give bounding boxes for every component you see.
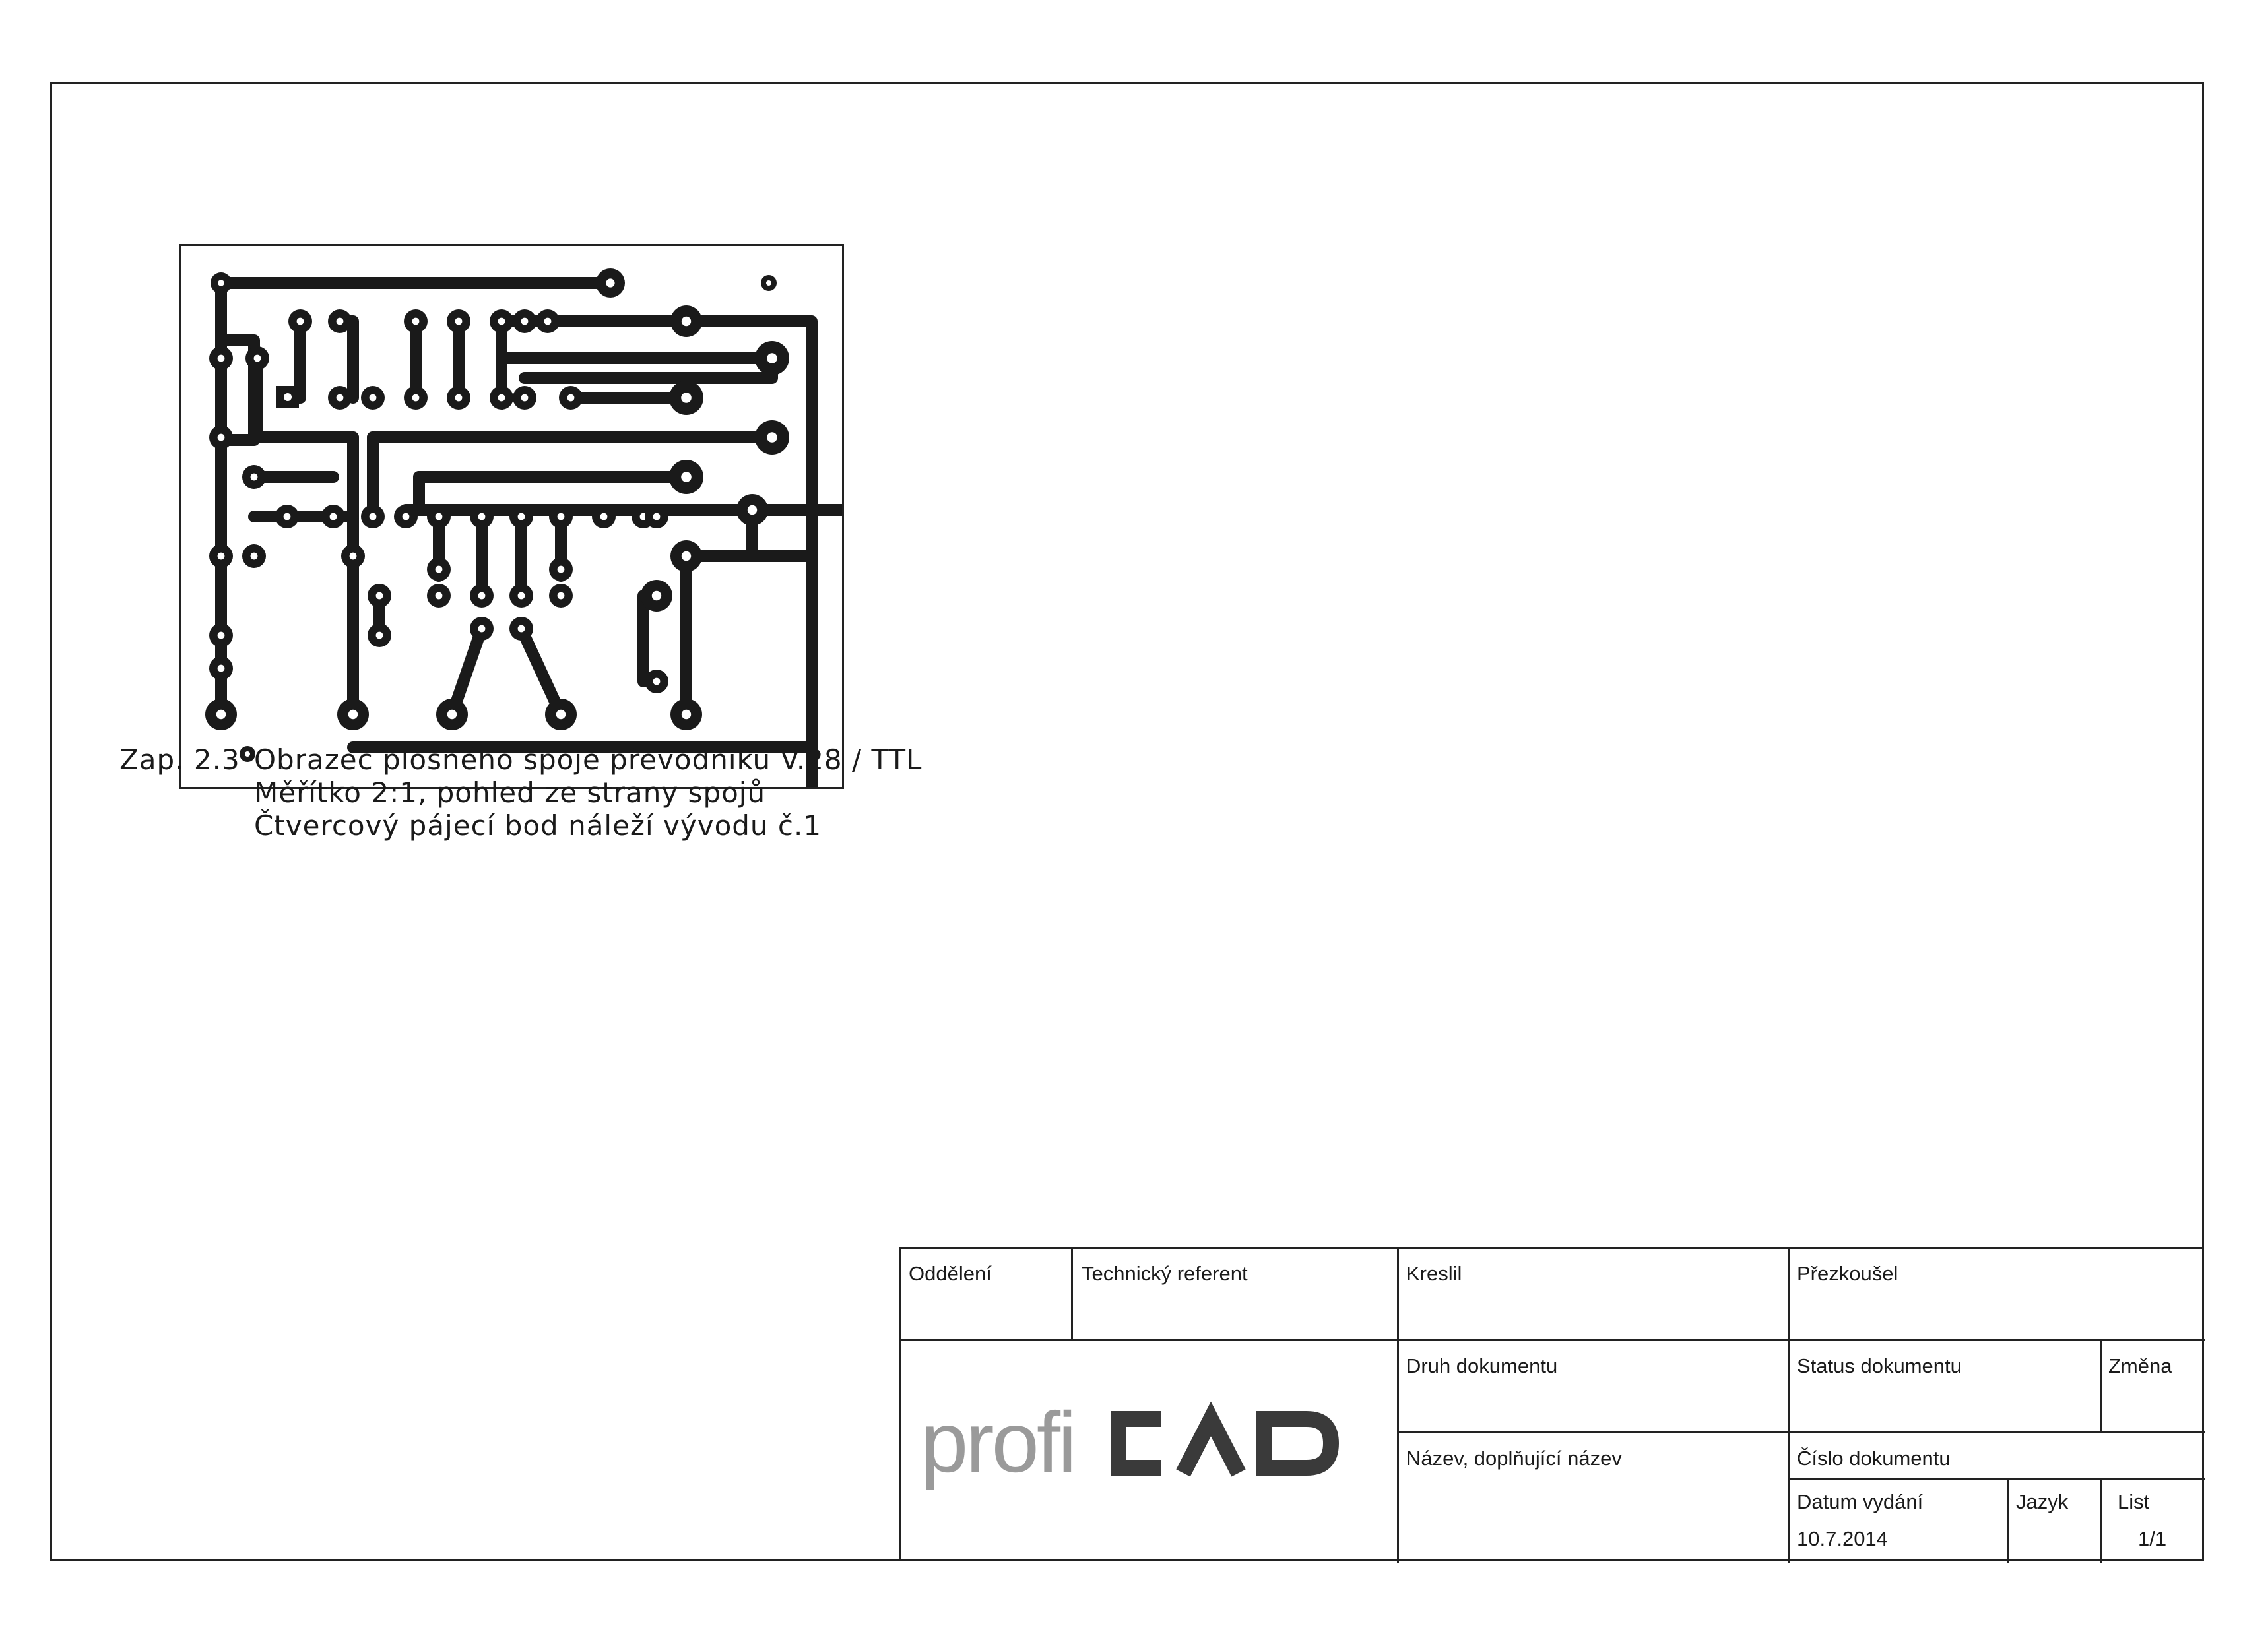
logo-profi: profi: [921, 1394, 1074, 1490]
pcb-pad-hole: [567, 394, 575, 402]
tech-referent-label: Technický referent: [1082, 1262, 1248, 1285]
caption-title: Obrazec plošného spoje převodníku V.28 / TTL: [254, 743, 923, 776]
pcb-pad-hole: [447, 710, 457, 719]
pcb-pad-hole: [478, 625, 486, 633]
department-label: Oddělení: [909, 1262, 992, 1285]
pcb-pad-hole: [606, 278, 614, 287]
drawn-by-label: Kreslil: [1406, 1262, 1462, 1285]
pcb-pad-hole: [436, 592, 443, 600]
caption-pad-note: Čtvercový pájecí bod náleží vývodu č.1: [254, 809, 822, 842]
pcb-pad-hole: [218, 632, 225, 639]
pcb-pad-hole: [558, 513, 565, 520]
pcb-pad-hole: [498, 394, 505, 402]
pcb-pattern-box: [179, 244, 844, 789]
pcb-pad-hole: [376, 592, 383, 600]
pcb-pad-hole: [284, 393, 292, 401]
pcb-pad-hole: [376, 632, 383, 639]
pcb-pad-hole: [455, 318, 463, 325]
pcb-pad-hole: [767, 432, 777, 443]
pcb-pad-hole: [518, 513, 525, 520]
pcb-pad-hole: [653, 678, 661, 685]
pcb-pad-hole: [337, 318, 344, 325]
pcb-trace: [353, 556, 812, 747]
pcb-pad-hole: [350, 553, 357, 560]
pcb-pad-hole: [245, 751, 250, 757]
pcb-pad-hole: [370, 394, 377, 402]
pcb-pad-hole: [254, 355, 261, 362]
pcb-pad-hole: [337, 394, 344, 402]
pcb-pad-hole: [218, 665, 225, 672]
change-label: Změna: [2108, 1354, 2172, 1377]
pcb-pad-hole: [251, 474, 258, 481]
doc-status-label: Status dokumentu: [1797, 1354, 1962, 1377]
pcb-pad-hole: [748, 505, 757, 515]
pcb-pad-hole: [218, 355, 225, 362]
pcb-pad-hole: [436, 566, 443, 573]
pcb-pad-hole: [498, 318, 505, 325]
pcb-pad-hole: [251, 553, 258, 560]
pcb-pad-hole: [216, 710, 226, 719]
issue-date-value: 10.7.2014: [1797, 1527, 1888, 1550]
pcb-pad-hole: [558, 566, 565, 573]
checked-by-label: Přezkoušel: [1797, 1262, 1898, 1285]
pcb-pad-hole: [600, 513, 608, 520]
pcb-pad-hole: [544, 318, 552, 325]
pcb-pad-hole: [455, 394, 463, 402]
pcb-pad-hole: [436, 513, 443, 520]
pcb-pad-hole: [681, 472, 692, 482]
pcb-pad-hole: [478, 513, 486, 520]
pcb-pad-hole: [412, 318, 420, 325]
sheet-value: 1/1: [2138, 1527, 2167, 1550]
pcb-pad-hole: [521, 318, 529, 325]
pcb-pad-hole: [556, 710, 566, 719]
pcb-pad-hole: [681, 393, 692, 403]
pcb-pad-hole: [521, 394, 529, 402]
pcb-pad-hole: [682, 317, 691, 326]
sheet-label: List: [2118, 1490, 2150, 1513]
pcb-pad-hole: [518, 592, 525, 600]
pcb-pad-hole: [330, 513, 337, 520]
pcb-pad-hole: [370, 513, 377, 520]
pcb-pad-hole: [767, 353, 777, 363]
pcb-pad-hole: [653, 513, 661, 520]
pcb-pad-hole: [682, 551, 691, 561]
caption-scale: Měřítko 2:1, pohled ze strany spojů: [254, 776, 766, 809]
pcb-pad-hole: [558, 592, 565, 600]
pcb-pad-hole: [284, 513, 291, 520]
doc-type-label: Druh dokumentu: [1406, 1354, 1558, 1377]
pcb-pad-hole: [218, 553, 225, 560]
pcb-pad-hole: [652, 591, 661, 600]
logo-cad-glyphs: [1118, 1419, 1331, 1473]
name-label: Název, doplňující název: [1406, 1447, 1622, 1470]
pcb-pattern-diagram: [181, 246, 842, 787]
issue-date-label: Datum vydání: [1797, 1490, 1924, 1513]
pcb-pad-hole: [478, 592, 486, 600]
title-block: [899, 1247, 2203, 1561]
proficad-logo: [921, 1394, 1382, 1493]
pcb-pad-hole: [297, 318, 304, 325]
language-label: Jazyk: [2016, 1490, 2069, 1513]
pcb-pad-hole: [518, 625, 525, 633]
pcb-pad-hole: [403, 513, 410, 520]
pcb-pad-hole: [218, 434, 225, 441]
pcb-pad-hole: [218, 280, 224, 286]
pcb-pad-hole: [766, 280, 771, 286]
caption-number: Zap. 2.3: [119, 743, 240, 776]
pcb-pad-hole: [348, 710, 358, 719]
doc-number-label: Číslo dokumentu: [1797, 1447, 1951, 1470]
pcb-pad-hole: [412, 394, 420, 402]
pcb-pad-hole: [682, 710, 691, 719]
